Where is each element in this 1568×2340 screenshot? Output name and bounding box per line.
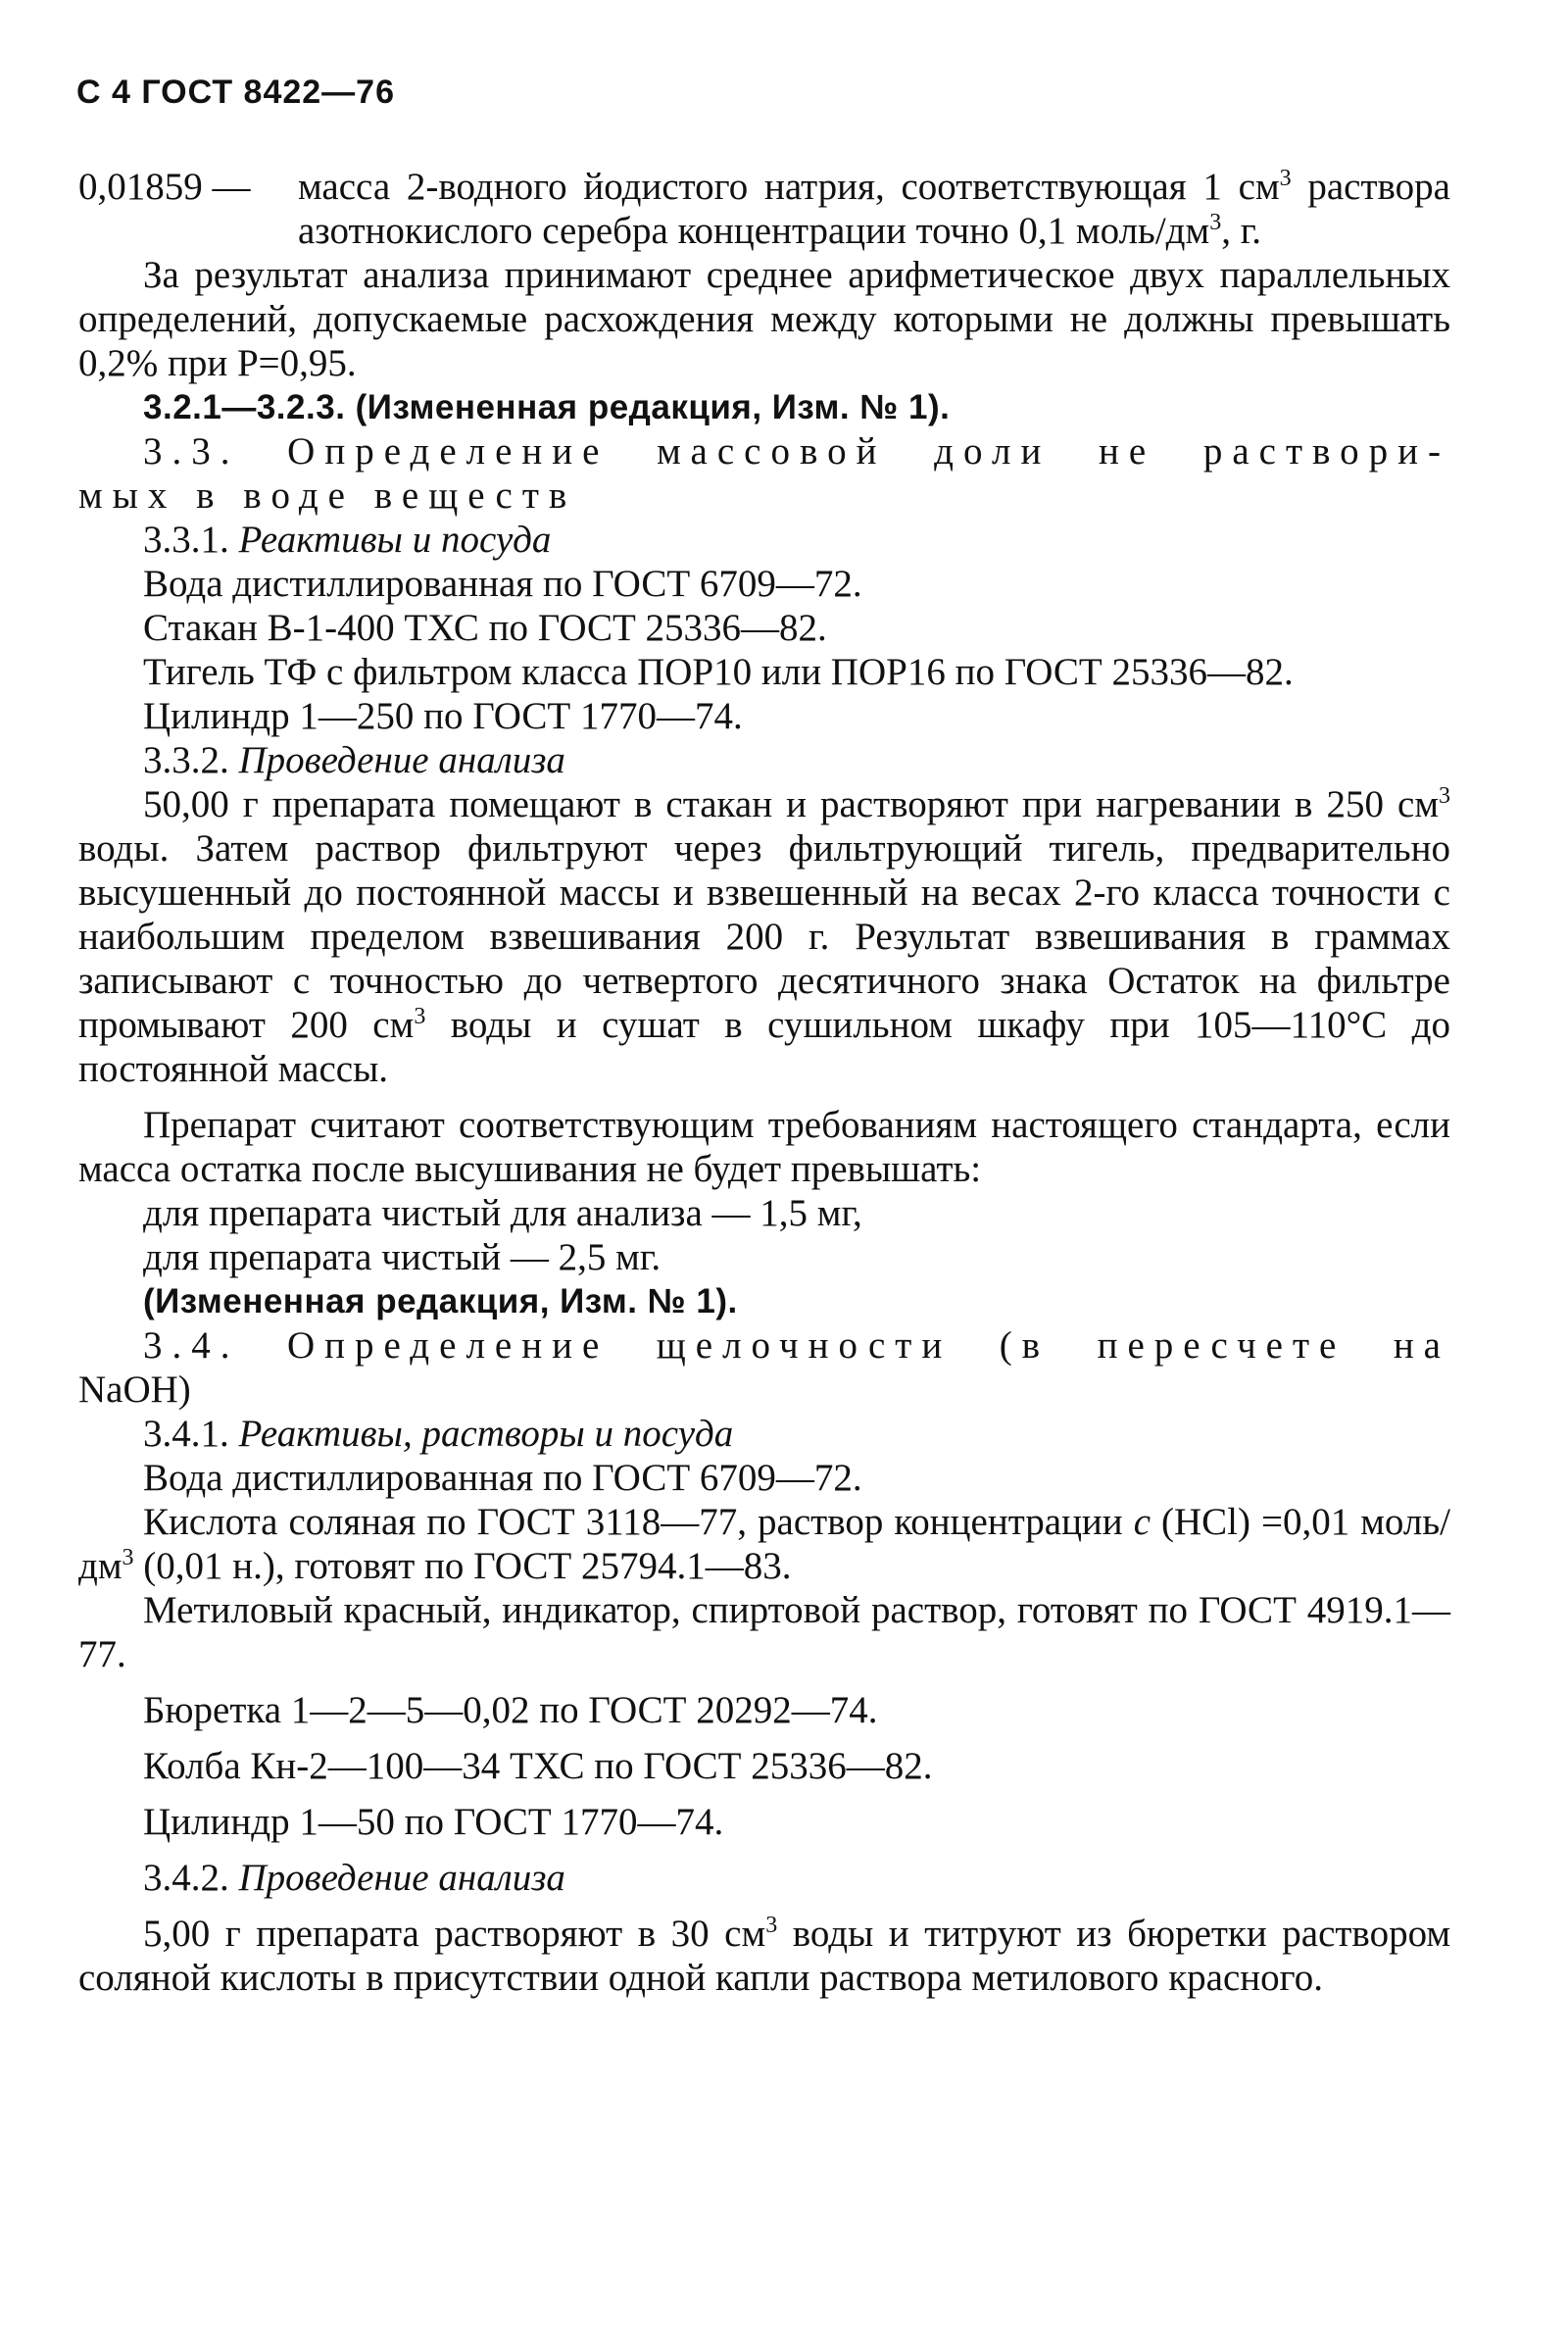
section-number: 3.3.1. — [143, 519, 239, 561]
limit-item: для препарата чистый — 2,5 мг. — [143, 1236, 662, 1278]
section-title: Проведение анализа — [238, 739, 565, 781]
running-head: С 4 ГОСТ 8422—76 — [76, 74, 396, 111]
analysis-text-part: 5,00 г препарата растворяют в 30 см — [143, 1913, 766, 1955]
definition-0-01859 — [78, 165, 1450, 253]
superscript: 3 — [1439, 783, 1450, 809]
superscript: 3 — [414, 1004, 426, 1029]
section-3-4-heading-line-1: 3.4. Определение щелочности (в пересчете на — [143, 1324, 1450, 1367]
reagent-text-part: (HCl) =0,01 моль/дм — [78, 1501, 1450, 1587]
reagent-item: Вода дистиллированная по ГОСТ 6709—72. — [143, 563, 862, 605]
reagent-item: Метиловый красный, индикатор, спиртовой раствор, готовят по ГОСТ 4919.1—77. — [78, 1589, 1450, 1675]
section-3-3-heading-line-2: мых в воде веществ — [78, 474, 577, 517]
limit-item: для препарата чистый для анализа — 1,5 мг, — [143, 1192, 862, 1234]
section-3-4-2-heading — [78, 1856, 1450, 1900]
reagent-item: Тигель ТФ с фильтром класса ПОР10 или ПОР16 по ГОСТ 25336—82. — [143, 651, 1294, 693]
definition-text — [298, 165, 1450, 253]
reagent-item: Цилиндр 1—50 по ГОСТ 1770—74. — [143, 1801, 724, 1843]
analysis-paragraph — [78, 782, 1450, 1091]
section-3-3-2-heading — [78, 738, 1450, 782]
section-title: Проведение анализа — [238, 1857, 565, 1899]
reagent-item — [78, 1500, 1450, 1588]
section-number: 3.3.2. — [143, 739, 239, 781]
superscript: 3 — [122, 1545, 134, 1570]
analysis-text-part: 50,00 г препарата помещают в стакан и растворяют при нагревании в 250 см — [143, 783, 1439, 825]
section-3-3-1-heading — [78, 518, 1450, 562]
section-3-4-1-heading — [78, 1412, 1450, 1456]
concentration-symbol: c — [1133, 1501, 1151, 1543]
definition-text-part: масса 2-водного йодистого натрия, соответствующая 1 см — [298, 166, 1280, 208]
section-number: 3.4.2. — [143, 1857, 239, 1899]
reagent-item: Цилиндр 1—250 по ГОСТ 1770—74. — [143, 695, 743, 737]
definition-text-part: раствора азотнокислого серебра концентрации точно 0,1 моль/дм — [298, 166, 1450, 252]
definition-term: 0,01859 — — [78, 166, 251, 208]
reagent-text-part: (0,01 н.), готовят по ГОСТ 25794.1—83. — [133, 1545, 792, 1587]
reagent-text-part: Кислота соляная по ГОСТ 3118—77, раствор концентрации — [143, 1501, 1134, 1543]
section-3-4-heading-line-2: NaOH) — [78, 1369, 191, 1411]
reagent-item: Колба Кн-2—100—34 ТХС по ГОСТ 25336—82. — [143, 1745, 933, 1787]
requirements-paragraph: Препарат считают соответствующим требованиям настоящего стандарта, если масса остатка после высушивания не будет превышать: — [78, 1104, 1450, 1190]
result-paragraph: За результат анализа принимают среднее арифметическое двух параллельных определений, допускаемые расхождения между которыми не должны превышать 0,2% при P=0,95. — [78, 254, 1450, 384]
reagent-item: Бюретка 1—2—5—0,02 по ГОСТ 20292—74. — [143, 1689, 878, 1731]
analysis-text-part: воды. Затем раствор фильтруют через фильтрующий тигель, предварительно высушенный до постоянной массы и взвешенный на весах 2-го класса точности с наибольшим пределом взвешивания 200 г. Результат взвешивания в граммах записывают с точностью до четвертого десятичного знака Остаток на фильтре промывают 200 см — [78, 827, 1450, 1046]
reagent-item: Стакан В-1-400 ТХС по ГОСТ 25336—82. — [143, 607, 827, 649]
superscript: 3 — [1279, 166, 1292, 191]
superscript: 3 — [1209, 210, 1222, 235]
section-title: Реактивы, растворы и посуда — [238, 1413, 734, 1455]
section-title: Реактивы и посуда — [238, 519, 552, 561]
analysis-paragraph — [78, 1912, 1450, 2000]
reagent-item: Вода дистиллированная по ГОСТ 6709—72. — [143, 1457, 862, 1499]
page-content — [78, 165, 1450, 2000]
section-number: 3.4.1. — [143, 1413, 239, 1455]
analysis-text-part: воды и сушат в сушильном шкафу при 105—110°С до постоянной массы. — [78, 1004, 1450, 1090]
amendment-note-2: (Измененная редакция, Изм. № 1). — [143, 1282, 738, 1320]
definition-text-part: , г. — [1221, 210, 1262, 252]
section-3-3-heading-line-1: 3.3. Определение массовой доли не раствори- — [143, 430, 1450, 473]
superscript: 3 — [765, 1913, 778, 1938]
amendment-note-1: 3.2.1—3.2.3. (Измененная редакция, Изм. № 1). — [143, 388, 951, 426]
analysis-text-part: воды и титруют из бюретки раствором соляной кислоты в присутствии одной капли раствора метилового красного. — [78, 1913, 1451, 1999]
